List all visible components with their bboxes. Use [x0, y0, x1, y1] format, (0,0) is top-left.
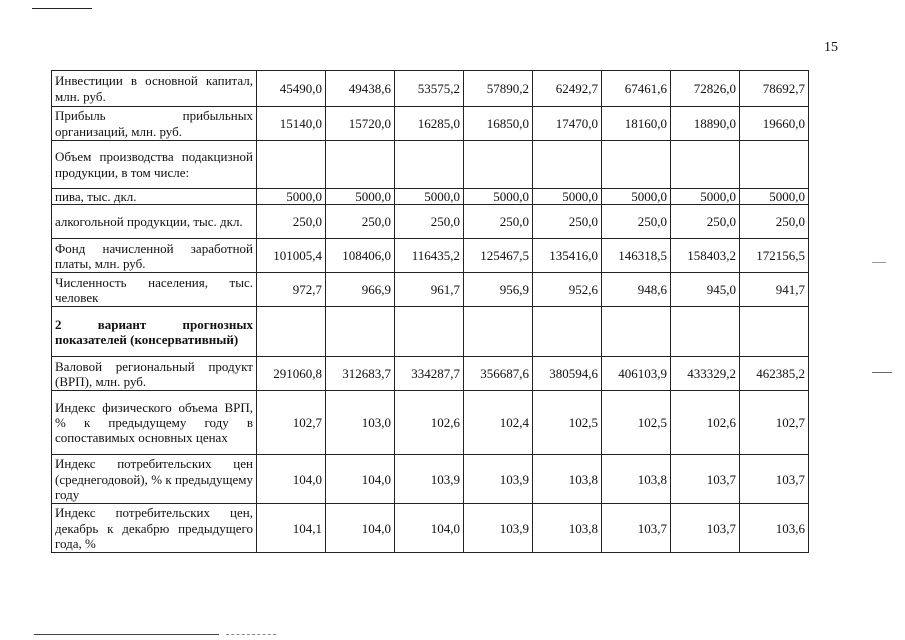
- value-cell: 57890,2: [464, 71, 533, 107]
- value-cell: [257, 307, 326, 357]
- value-cell: 172156,5: [740, 239, 809, 273]
- value-cell: 15140,0: [257, 107, 326, 141]
- value-cell: 101005,4: [257, 239, 326, 273]
- value-cell: 312683,7: [326, 357, 395, 391]
- value-cell: 966,9: [326, 273, 395, 307]
- value-cell: 5000,0: [740, 189, 809, 205]
- value-cell: [671, 141, 740, 189]
- value-cell: 104,0: [257, 455, 326, 504]
- table-row: [52, 504, 809, 553]
- value-cell: 250,0: [395, 205, 464, 239]
- value-cell: 406103,9: [602, 357, 671, 391]
- value-cell: [464, 141, 533, 189]
- section-row: [52, 307, 809, 357]
- value-cell: 103,9: [464, 455, 533, 504]
- value-cell: 941,7: [740, 273, 809, 307]
- value-cell: 103,7: [671, 455, 740, 504]
- value-cell: [740, 307, 809, 357]
- table-row: [52, 107, 809, 141]
- value-cell: 433329,2: [671, 357, 740, 391]
- value-cell: [395, 141, 464, 189]
- value-cell: 102,5: [602, 391, 671, 455]
- value-cell: 146318,5: [602, 239, 671, 273]
- value-cell: 102,7: [740, 391, 809, 455]
- value-cell: 103,8: [533, 504, 602, 553]
- value-cell: 356687,6: [464, 357, 533, 391]
- value-cell: 104,0: [326, 455, 395, 504]
- top-rule: [32, 8, 92, 9]
- value-cell: 972,7: [257, 273, 326, 307]
- value-cell: [533, 307, 602, 357]
- value-cell: 5000,0: [533, 189, 602, 205]
- value-cell: 103,9: [464, 504, 533, 553]
- row-label: Фонд начисленной заработной платы, млн. руб.: [52, 239, 257, 273]
- value-cell: 250,0: [257, 205, 326, 239]
- value-cell: 948,6: [602, 273, 671, 307]
- table-row: [52, 71, 809, 107]
- row-label: 2 вариант прогнозных показателей (консервативный): [52, 307, 257, 357]
- value-cell: 103,6: [740, 504, 809, 553]
- value-cell: 67461,6: [602, 71, 671, 107]
- value-cell: 16850,0: [464, 107, 533, 141]
- row-label: Численность населения, тыс. человек: [52, 273, 257, 307]
- bottom-rule: [34, 634, 219, 635]
- row-label: Индекс физического объема ВРП, % к предыдущему году в сопоставимых основных ценах: [52, 391, 257, 455]
- value-cell: 116435,2: [395, 239, 464, 273]
- value-cell: 5000,0: [326, 189, 395, 205]
- forecast-table: [51, 70, 809, 553]
- value-cell: 103,7: [671, 504, 740, 553]
- table-row: [52, 273, 809, 307]
- value-cell: 250,0: [740, 205, 809, 239]
- value-cell: 108406,0: [326, 239, 395, 273]
- value-cell: 18890,0: [671, 107, 740, 141]
- value-cell: 961,7: [395, 273, 464, 307]
- row-label: Валовой региональный продукт (ВРП), млн. руб.: [52, 357, 257, 391]
- value-cell: [395, 307, 464, 357]
- value-cell: [533, 141, 602, 189]
- value-cell: 104,1: [257, 504, 326, 553]
- row-label: Индекс потребительских цен (среднегодовой), % к предыдущему году: [52, 455, 257, 504]
- value-cell: 45490,0: [257, 71, 326, 107]
- value-cell: 5000,0: [395, 189, 464, 205]
- value-cell: [257, 141, 326, 189]
- value-cell: 102,7: [257, 391, 326, 455]
- value-cell: 5000,0: [671, 189, 740, 205]
- table-row: [52, 239, 809, 273]
- value-cell: [326, 307, 395, 357]
- table-row: [52, 205, 809, 239]
- value-cell: 16285,0: [395, 107, 464, 141]
- value-cell: 462385,2: [740, 357, 809, 391]
- value-cell: 62492,7: [533, 71, 602, 107]
- value-cell: 250,0: [533, 205, 602, 239]
- value-cell: 334287,7: [395, 357, 464, 391]
- value-cell: 5000,0: [257, 189, 326, 205]
- value-cell: 102,6: [671, 391, 740, 455]
- value-cell: 17470,0: [533, 107, 602, 141]
- value-cell: [740, 141, 809, 189]
- row-label: Инвестиции в основной капитал, млн. руб.: [52, 71, 257, 107]
- value-cell: 103,7: [740, 455, 809, 504]
- value-cell: 250,0: [671, 205, 740, 239]
- table-row: [52, 455, 809, 504]
- value-cell: [671, 307, 740, 357]
- value-cell: 250,0: [326, 205, 395, 239]
- value-cell: 945,0: [671, 273, 740, 307]
- value-cell: 952,6: [533, 273, 602, 307]
- value-cell: 103,8: [533, 455, 602, 504]
- margin-mark: [872, 262, 886, 263]
- value-cell: 5000,0: [602, 189, 671, 205]
- value-cell: 49438,6: [326, 71, 395, 107]
- value-cell: 103,8: [602, 455, 671, 504]
- value-cell: 15720,0: [326, 107, 395, 141]
- value-cell: 250,0: [464, 205, 533, 239]
- value-cell: 18160,0: [602, 107, 671, 141]
- table-row: [52, 391, 809, 455]
- table-row: [52, 357, 809, 391]
- table-body: [52, 71, 809, 553]
- value-cell: 19660,0: [740, 107, 809, 141]
- value-cell: 104,0: [395, 504, 464, 553]
- value-cell: 102,4: [464, 391, 533, 455]
- row-label: пива, тыс. дкл.: [52, 189, 257, 205]
- value-cell: 250,0: [602, 205, 671, 239]
- value-cell: 291060,8: [257, 357, 326, 391]
- value-cell: 103,7: [602, 504, 671, 553]
- row-label: Объем производства подакцизной продукции, в том числе:: [52, 141, 257, 189]
- value-cell: 78692,7: [740, 71, 809, 107]
- value-cell: [602, 141, 671, 189]
- value-cell: 158403,2: [671, 239, 740, 273]
- value-cell: [464, 307, 533, 357]
- value-cell: 104,0: [326, 504, 395, 553]
- value-cell: 103,0: [326, 391, 395, 455]
- bottom-rule-dashed: [226, 634, 276, 635]
- value-cell: 125467,5: [464, 239, 533, 273]
- value-cell: 102,5: [533, 391, 602, 455]
- value-cell: 53575,2: [395, 71, 464, 107]
- table-row: [52, 189, 809, 205]
- page-number: 15: [824, 40, 838, 55]
- value-cell: 5000,0: [464, 189, 533, 205]
- value-cell: [326, 141, 395, 189]
- value-cell: 102,6: [395, 391, 464, 455]
- row-label: Индекс потребительских цен, декабрь к декабрю предыдущего года, %: [52, 504, 257, 553]
- row-label: Прибыль прибыльных организаций, млн. руб.: [52, 107, 257, 141]
- table-row: [52, 141, 809, 189]
- value-cell: 72826,0: [671, 71, 740, 107]
- margin-mark: [872, 372, 892, 373]
- value-cell: 380594,6: [533, 357, 602, 391]
- value-cell: [602, 307, 671, 357]
- value-cell: 956,9: [464, 273, 533, 307]
- row-label: алкогольной продукции, тыс. дкл.: [52, 205, 257, 239]
- value-cell: 103,9: [395, 455, 464, 504]
- value-cell: 135416,0: [533, 239, 602, 273]
